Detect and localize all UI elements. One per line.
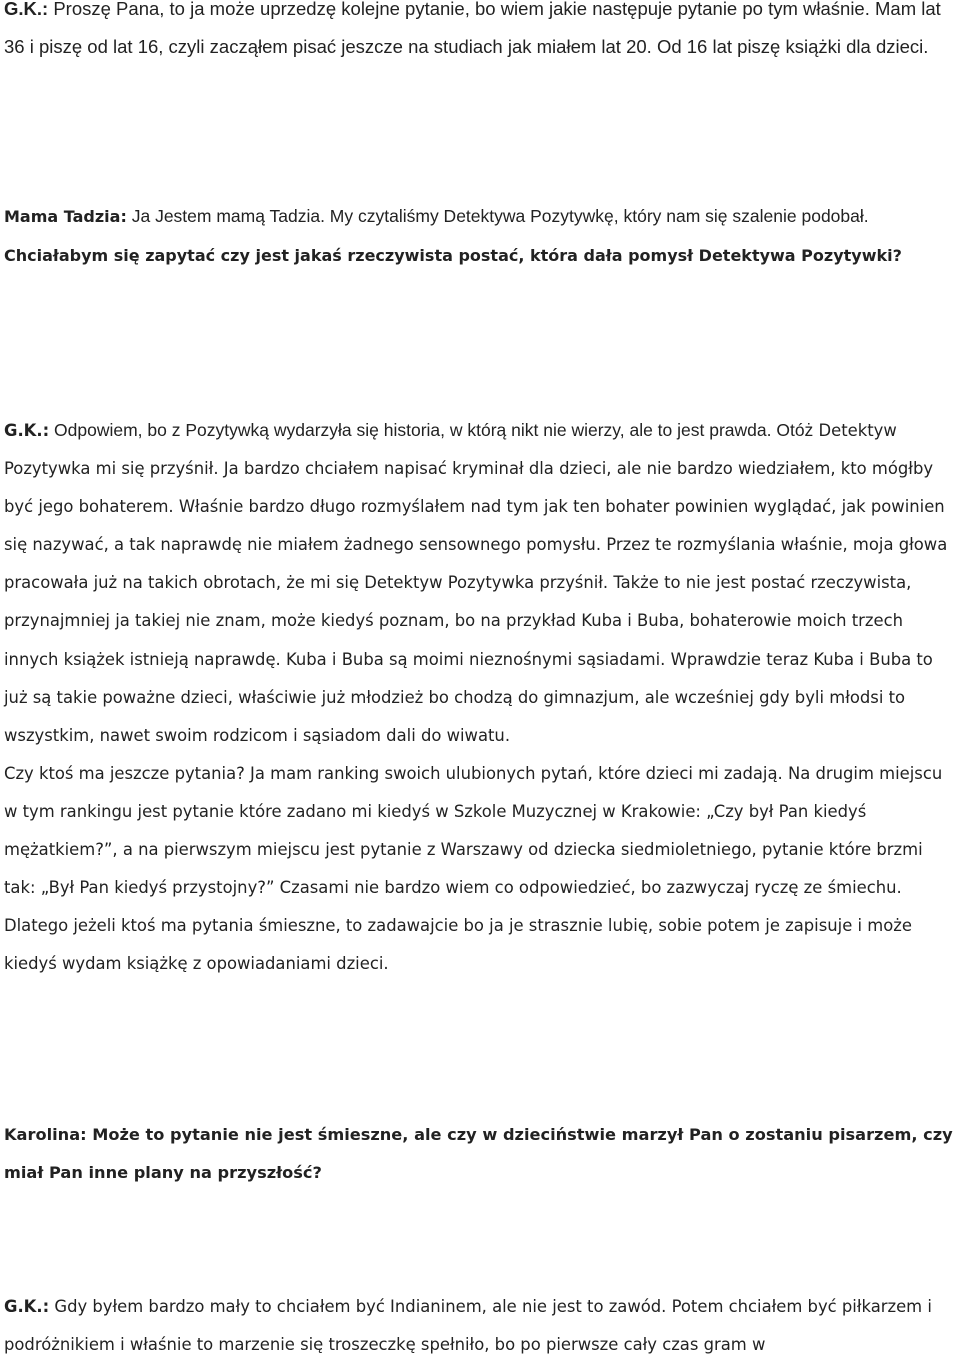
paragraph-gk-answer-1: [4, 0, 954, 66]
paragraph-karolina-question: [4, 1116, 954, 1192]
speaker-label: G.K.:: [4, 0, 49, 19]
paragraph-mama-tadzia-question: [4, 197, 954, 275]
paragraph-lead-text: Odpowiem, bo z Pozytywką wydarzyła się historia, w którą nikt nie wierzy, ale to jest prawda. Otóż: [49, 420, 814, 440]
paragraph-text: Ja Jestem mamą Tadzia. My czytaliśmy Detektywa Pozytywkę, który nam się szalenie podobał.: [126, 206, 869, 226]
paragraph-text: Detektyw Pozytywka mi się przyśnił. Ja bardzo chciałem napisać kryminał dla dzieci, ale nie bardzo wiedziałem, kto mógłby być jego bohaterem. Właśnie bardzo długo rozmyślałem nad tym jak ten bohater powinien wyglądać, jak powinien się nazywać, a tak naprawdę nie miałem żadnego sensownego pomysłu. Przez te rozmyślania właśnie, moja głowa pracowała już na takich obrotach, że mi się Detektyw Pozytywka przyśnił. Także to nie jest postać rzeczywista, przynajmniej ja takiej nie znam, może kiedyś poznam, bo na przykład Kuba i Buba, bohaterowie moich trzech innych książek istnieją naprawdę. Kuba i Buba są moimi nieznośnymi sąsiadami. Wprawdzie teraz Kuba i Buba to już są takie poważne dzieci, właściwie już młodzież bo chodzą do gimnazjum, ale wcześniej gdy byli młodsi to wszystkim, nawet swoim rodzicom i sąsiadom dali do wiwatu.: [4, 421, 948, 745]
paragraph-text-continued: Czy ktoś ma jeszcze pytania? Ja mam ranking swoich ulubionych pytań, które dzieci mi zadają. Na drugim miejscu w tym rankingu jest pytanie które zadano mi kiedyś w Szkole Muzycznej w Krakowie: „Czy był Pan kiedyś mężatkiem?”, a na pierwszym miejscu jest pytanie z Warszawy od dziecka siedmioletniego, pytanie które brzmi tak: „Był Pan kiedyś przystojny?” Czasami nie bardzo wiem co odpowiedzieć, bo zazwyczaj ryczę ze śmiechu. Dlatego jeżeli ktoś ma pytania śmieszne, to zadawajcie bo ja je strasznie lubię, sobie potem je zapisuje i może kiedyś wydam książkę z opowiadaniami dzieci.: [4, 763, 943, 974]
paragraph-text: Proszę Pana, to ja może uprzedzę kolejne pytanie, bo wiem jakie następuje pytanie po tym właśnie. Mam lat 36 i piszę od lat 16, czyli zacząłem pisać jeszcze na studiach jak miałem lat 20. Od 16 lat piszę książki dla dzieci.: [4, 0, 941, 57]
paragraph-gk-answer-3: [4, 1288, 954, 1364]
question-text: Może to pytanie nie jest śmieszne, ale czy w dzieciństwie marzył Pan o zostaniu pisarzem, czy miał Pan inne plany na przyszłość?: [4, 1125, 953, 1182]
question-text: Chciałabym się zapytać czy jest jakaś rzeczywista postać, która dała pomysł Detektywa Pozytywki?: [4, 246, 902, 265]
speaker-label: G.K.:: [4, 1297, 50, 1316]
paragraph-text: Gdy byłem bardzo mały to chciałem być Indianinem, ale nie jest to zawód. Potem chciałem być piłkarzem i podróżnikiem i właśnie to marzenie się troszeczkę spełniło, bo po pierwsze cały czas gram w: [4, 1297, 932, 1354]
speaker-label: Mama Tadzia:: [4, 207, 127, 226]
speaker-label: G.K.:: [4, 421, 50, 440]
speaker-label: Karolina:: [4, 1125, 87, 1144]
paragraph-gk-answer-2: [4, 411, 954, 983]
